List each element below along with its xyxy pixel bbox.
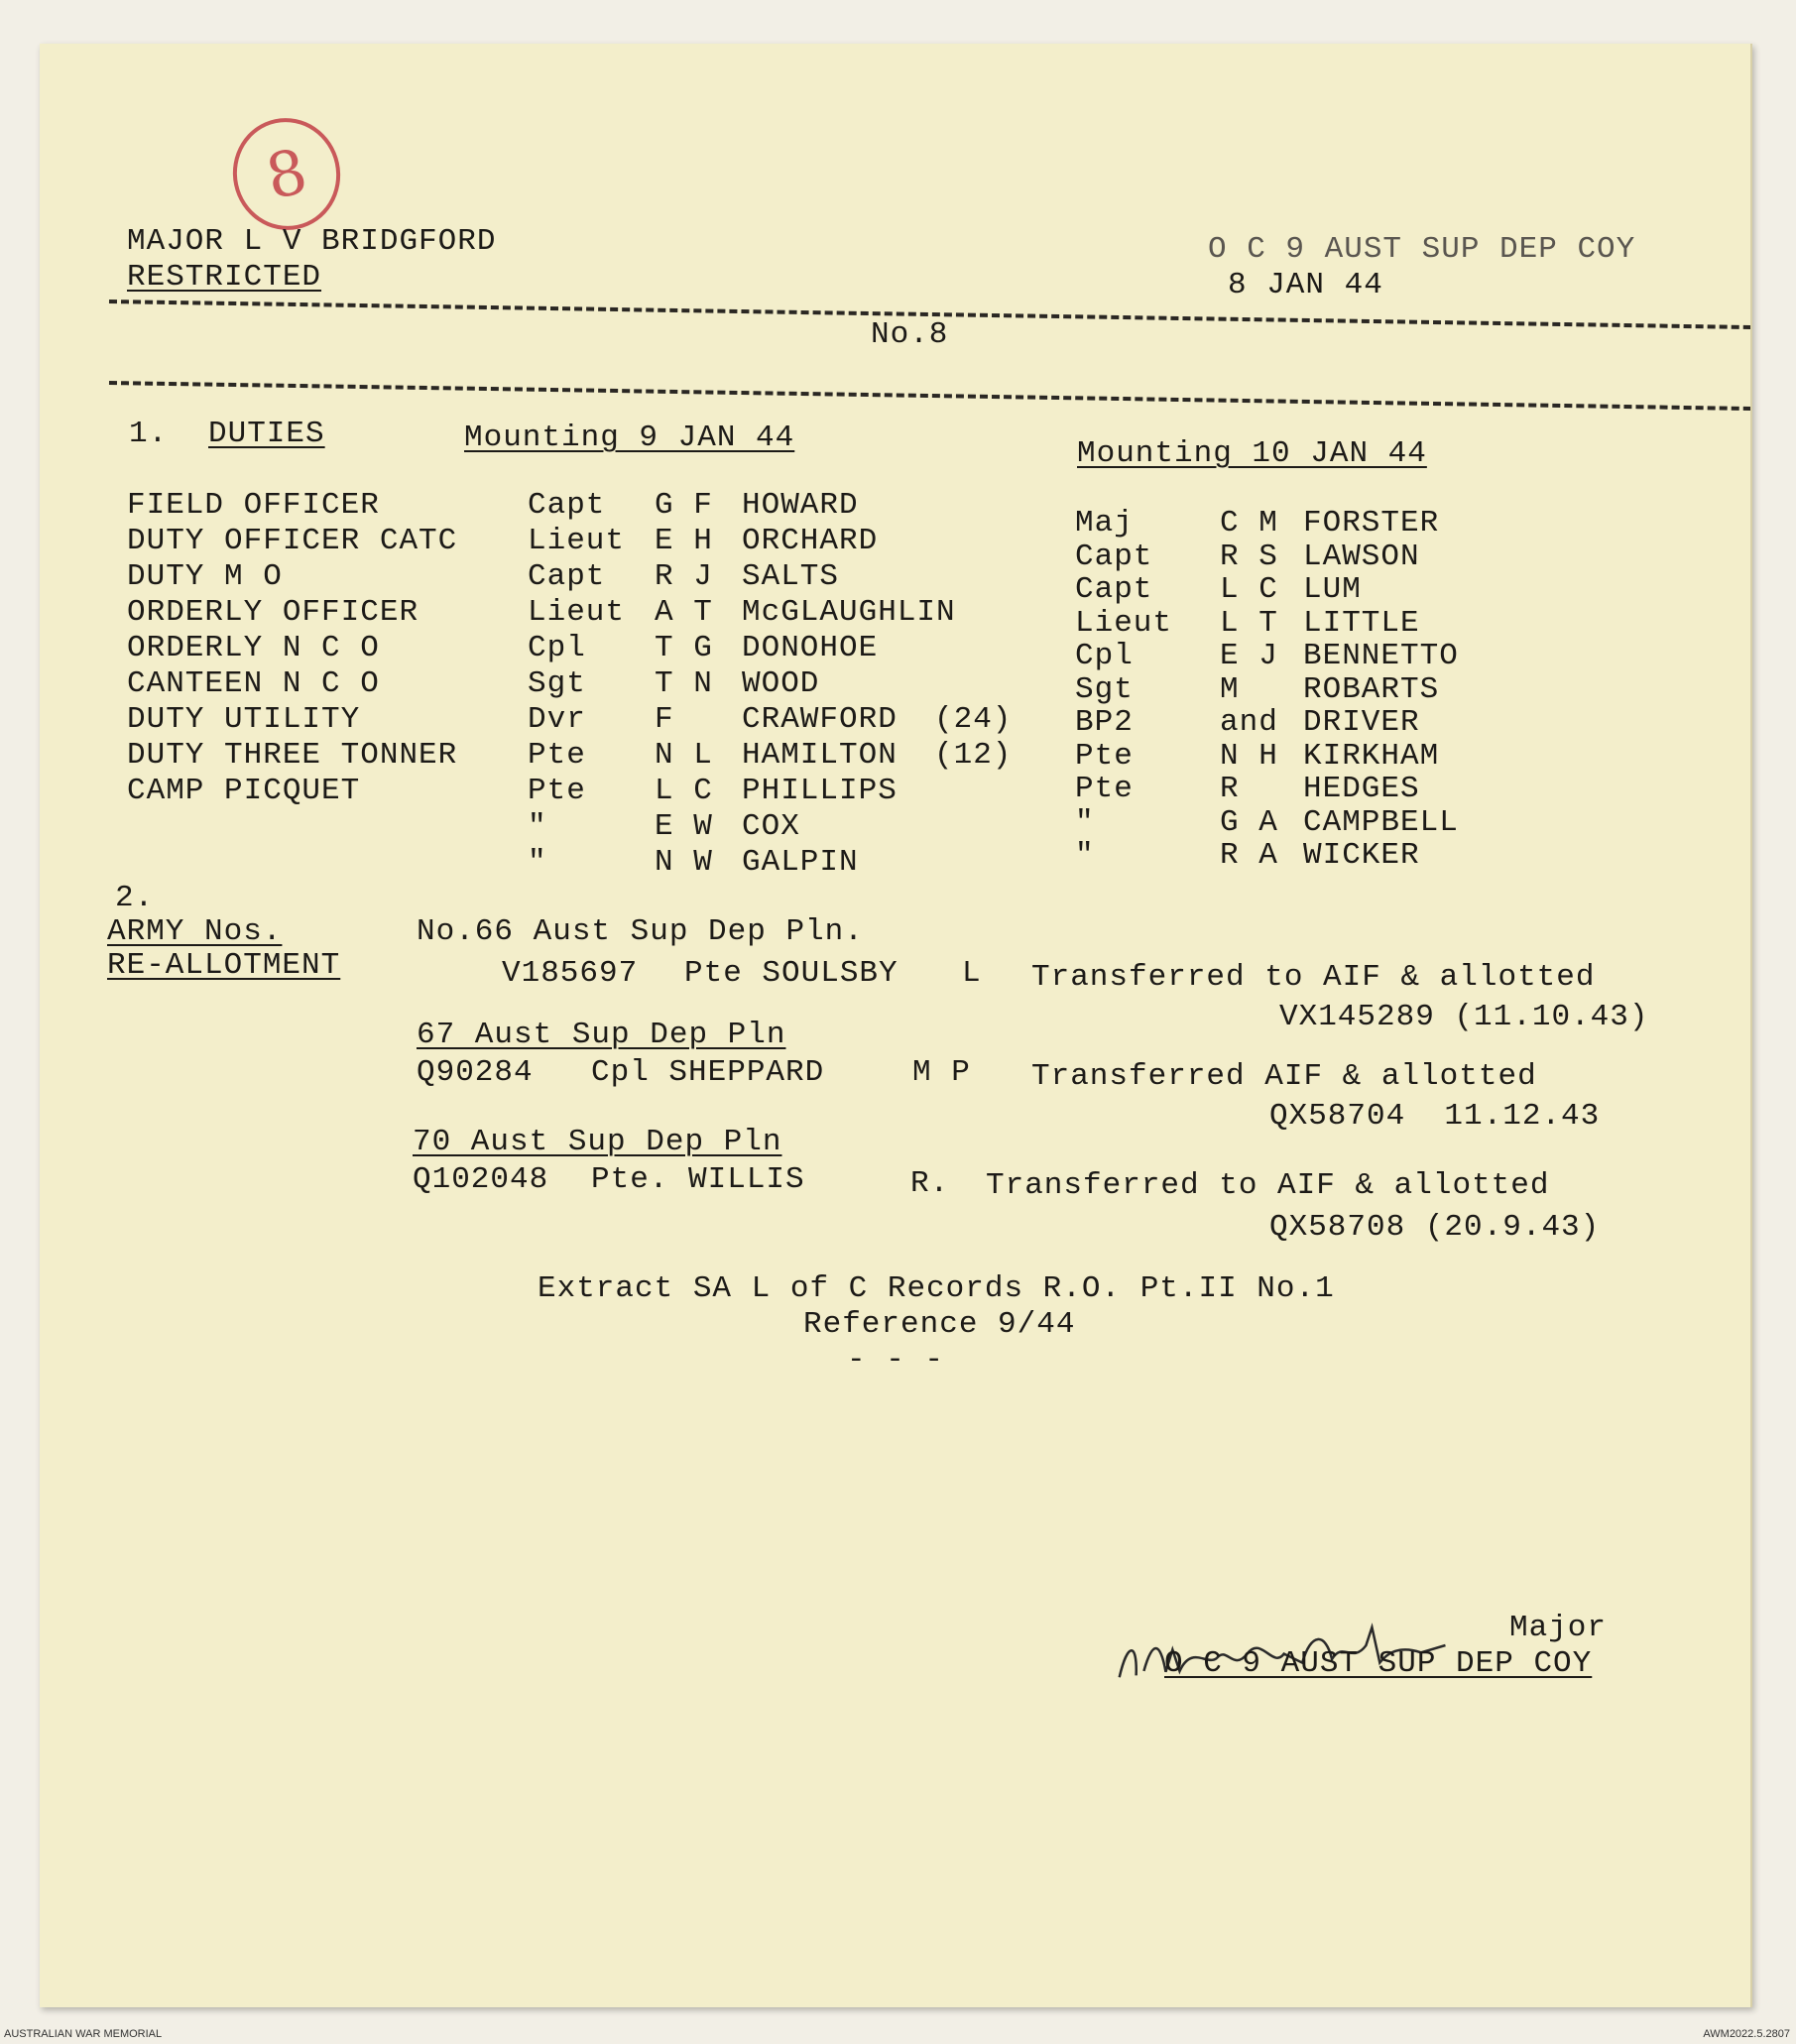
duty-initials-b: L T	[1220, 606, 1278, 641]
footer-right: AWM2022.5.2807	[1703, 2028, 1790, 2040]
duty-initials-b: N H	[1220, 739, 1278, 774]
duty-surname-b: CAMPBELL	[1303, 805, 1459, 840]
entry2-initials: M P	[912, 1055, 971, 1090]
entry1-number: V185697	[502, 956, 639, 991]
section2-title-2: RE-ALLOTMENT	[107, 948, 341, 983]
duty-rank-b: Lieut	[1075, 606, 1173, 641]
entry2-new-number: QX58704 11.12.43	[1269, 1099, 1601, 1134]
duty-surname: DONOHOE	[742, 631, 879, 665]
section1-number: 1.	[129, 417, 169, 451]
duty-initials: G F	[655, 488, 713, 523]
extract-line-2: Reference 9/44	[803, 1307, 1076, 1342]
entry2-number: Q90284	[417, 1055, 534, 1090]
classification: RESTRICTED	[127, 260, 322, 295]
duty-initials: A T	[655, 595, 713, 630]
duty-surname-b: LUM	[1303, 572, 1362, 607]
duty-rank: Sgt	[528, 666, 586, 701]
duty-rank-b: "	[1075, 838, 1095, 873]
duty-extra: (12)	[934, 738, 1013, 773]
duty-rank: Pte	[528, 738, 586, 773]
entry3-number: Q102048	[413, 1162, 549, 1197]
duty-initials-b: C M	[1220, 506, 1278, 541]
duty-rank: Capt	[528, 488, 606, 523]
duty-rank: Capt	[528, 559, 606, 594]
addressee: MAJOR L V BRIDGFORD	[127, 224, 497, 259]
stamp-unit: O C 9 AUST SUP DEP COY	[1208, 232, 1636, 267]
duty-surname-b: KIRKHAM	[1303, 739, 1440, 774]
duty-rank-b: Capt	[1075, 540, 1153, 574]
duty-initials: F	[655, 702, 674, 737]
duty-surname-b: DRIVER	[1303, 705, 1420, 740]
duty-surname-b: HEDGES	[1303, 772, 1420, 806]
duty-initials-b: L C	[1220, 572, 1278, 607]
duty-surname: McGLAUGHLIN	[742, 595, 956, 630]
footer-left: AUSTRALIAN WAR MEMORIAL	[4, 2028, 163, 2040]
section1-title: DUTIES	[208, 417, 325, 451]
duty-surname: WOOD	[742, 666, 820, 701]
duty-name: FIELD OFFICER	[127, 488, 380, 523]
duty-initials: E H	[655, 524, 713, 558]
duty-rank: Lieut	[528, 595, 626, 630]
duty-rank: Dvr	[528, 702, 586, 737]
duty-surname-b: ROBARTS	[1303, 672, 1440, 707]
entry2-action: Transferred AIF & allotted	[1031, 1059, 1537, 1094]
entry3-unit: 70 Aust Sup Dep Pln	[413, 1125, 782, 1159]
order-date: 8 JAN 44	[1228, 268, 1383, 302]
duty-row-b	[40, 572, 1750, 608]
entry1-action: Transferred to AIF & allotted	[1031, 960, 1596, 995]
section2-title-1: ARMY Nos.	[107, 914, 283, 949]
red-circled-number: 8	[222, 108, 350, 240]
duty-row-b	[40, 705, 1750, 741]
duty-initials-b: R A	[1220, 838, 1278, 873]
duty-name: DUTY M O	[127, 559, 283, 594]
duty-name: DUTY OFFICER CATC	[127, 524, 458, 558]
duty-name: ORDERLY OFFICER	[127, 595, 419, 630]
entry1-initials: L	[962, 956, 982, 991]
duty-surname: GALPIN	[742, 845, 859, 880]
duty-surname-b: LITTLE	[1303, 606, 1420, 641]
duty-initials: L C	[655, 774, 713, 808]
entry2-unit: 67 Aust Sup Dep Pln	[417, 1018, 786, 1052]
entry1-unit: No.66 Aust Sup Dep Pln.	[417, 914, 864, 949]
duty-initials-b: R S	[1220, 540, 1278, 574]
duty-rank-b: Pte	[1075, 772, 1134, 806]
duty-rank-b: Sgt	[1075, 672, 1134, 707]
duty-initials: R J	[655, 559, 713, 594]
duty-initials: N W	[655, 845, 713, 880]
duty-name: ORDERLY N C O	[127, 631, 380, 665]
duty-rank: Cpl	[528, 631, 586, 665]
duty-row-b	[40, 540, 1750, 575]
entry1-new-number: VX145289 (11.10.43)	[1279, 1000, 1649, 1034]
document-page	[40, 44, 1752, 2007]
duty-surname: CRAWFORD	[742, 702, 898, 737]
signature-rank: Major	[1509, 1611, 1608, 1645]
duty-rank: Pte	[528, 774, 586, 808]
duty-row-b	[40, 639, 1750, 674]
duty-name: DUTY THREE TONNER	[127, 738, 458, 773]
mounting-date-a: Mounting 9 JAN 44	[464, 421, 795, 455]
entry2-rank-name: Cpl SHEPPARD	[591, 1055, 825, 1090]
duty-row-b	[40, 805, 1750, 841]
duty-rank-b: BP2	[1075, 705, 1134, 740]
header-rule-bottom	[109, 381, 1752, 411]
duty-surname: PHILLIPS	[742, 774, 898, 808]
duty-initials-b: and	[1220, 705, 1278, 740]
duty-surname-b: LAWSON	[1303, 540, 1420, 574]
duty-initials-b: E J	[1220, 639, 1278, 673]
duty-extra: (24)	[934, 702, 1013, 737]
duty-surname-b: FORSTER	[1303, 506, 1440, 541]
duty-surname: ORCHARD	[742, 524, 879, 558]
mounting-date-b: Mounting 10 JAN 44	[1077, 436, 1427, 471]
duty-initials: N L	[655, 738, 713, 773]
duty-initials: E W	[655, 809, 713, 844]
duty-initials: T G	[655, 631, 713, 665]
duty-name: CANTEEN N C O	[127, 666, 380, 701]
duty-rank-b: Maj	[1075, 506, 1134, 541]
duty-row-b	[40, 838, 1750, 874]
duty-name: CAMP PICQUET	[127, 774, 361, 808]
extract-line-1: Extract SA L of C Records R.O. Pt.II No.1	[538, 1271, 1335, 1306]
duty-surname: HOWARD	[742, 488, 859, 523]
end-mark: - - -	[847, 1343, 945, 1378]
duty-initials-b: R	[1220, 772, 1240, 806]
signature-appointment: O C 9 AUST SUP DEP COY	[1164, 1646, 1593, 1681]
duty-row-b	[40, 606, 1750, 642]
duty-row-b	[40, 772, 1750, 807]
duty-surname-b: WICKER	[1303, 838, 1420, 873]
entry3-initials: R.	[910, 1166, 950, 1201]
duty-row-b	[40, 506, 1750, 541]
duty-name: DUTY UTILITY	[127, 702, 361, 737]
duty-surname: COX	[742, 809, 800, 844]
duty-surname: SALTS	[742, 559, 840, 594]
duty-rank-b: Capt	[1075, 572, 1153, 607]
duty-rank: "	[528, 809, 547, 844]
section2-number: 2.	[115, 881, 155, 915]
duty-surname-b: BENNETTO	[1303, 639, 1459, 673]
duty-initials-b: M	[1220, 672, 1240, 707]
duty-surname: HAMILTON	[742, 738, 898, 773]
entry3-new-number: QX58708 (20.9.43)	[1269, 1210, 1601, 1245]
duty-initials-b: G A	[1220, 805, 1278, 840]
duty-row-b	[40, 672, 1750, 708]
duty-rank: "	[528, 845, 547, 880]
entry1-rank-name: Pte SOULSBY	[684, 956, 898, 991]
entry3-action: Transferred to AIF & allotted	[986, 1168, 1550, 1203]
entry3-rank-name: Pte. WILLIS	[591, 1162, 805, 1197]
duty-rank-b: Cpl	[1075, 639, 1134, 673]
duty-initials: T N	[655, 666, 713, 701]
duty-row-b	[40, 739, 1750, 775]
duty-rank: Lieut	[528, 524, 626, 558]
duty-rank-b: "	[1075, 805, 1095, 840]
order-number: No.8	[871, 317, 949, 352]
duty-rank-b: Pte	[1075, 739, 1134, 774]
